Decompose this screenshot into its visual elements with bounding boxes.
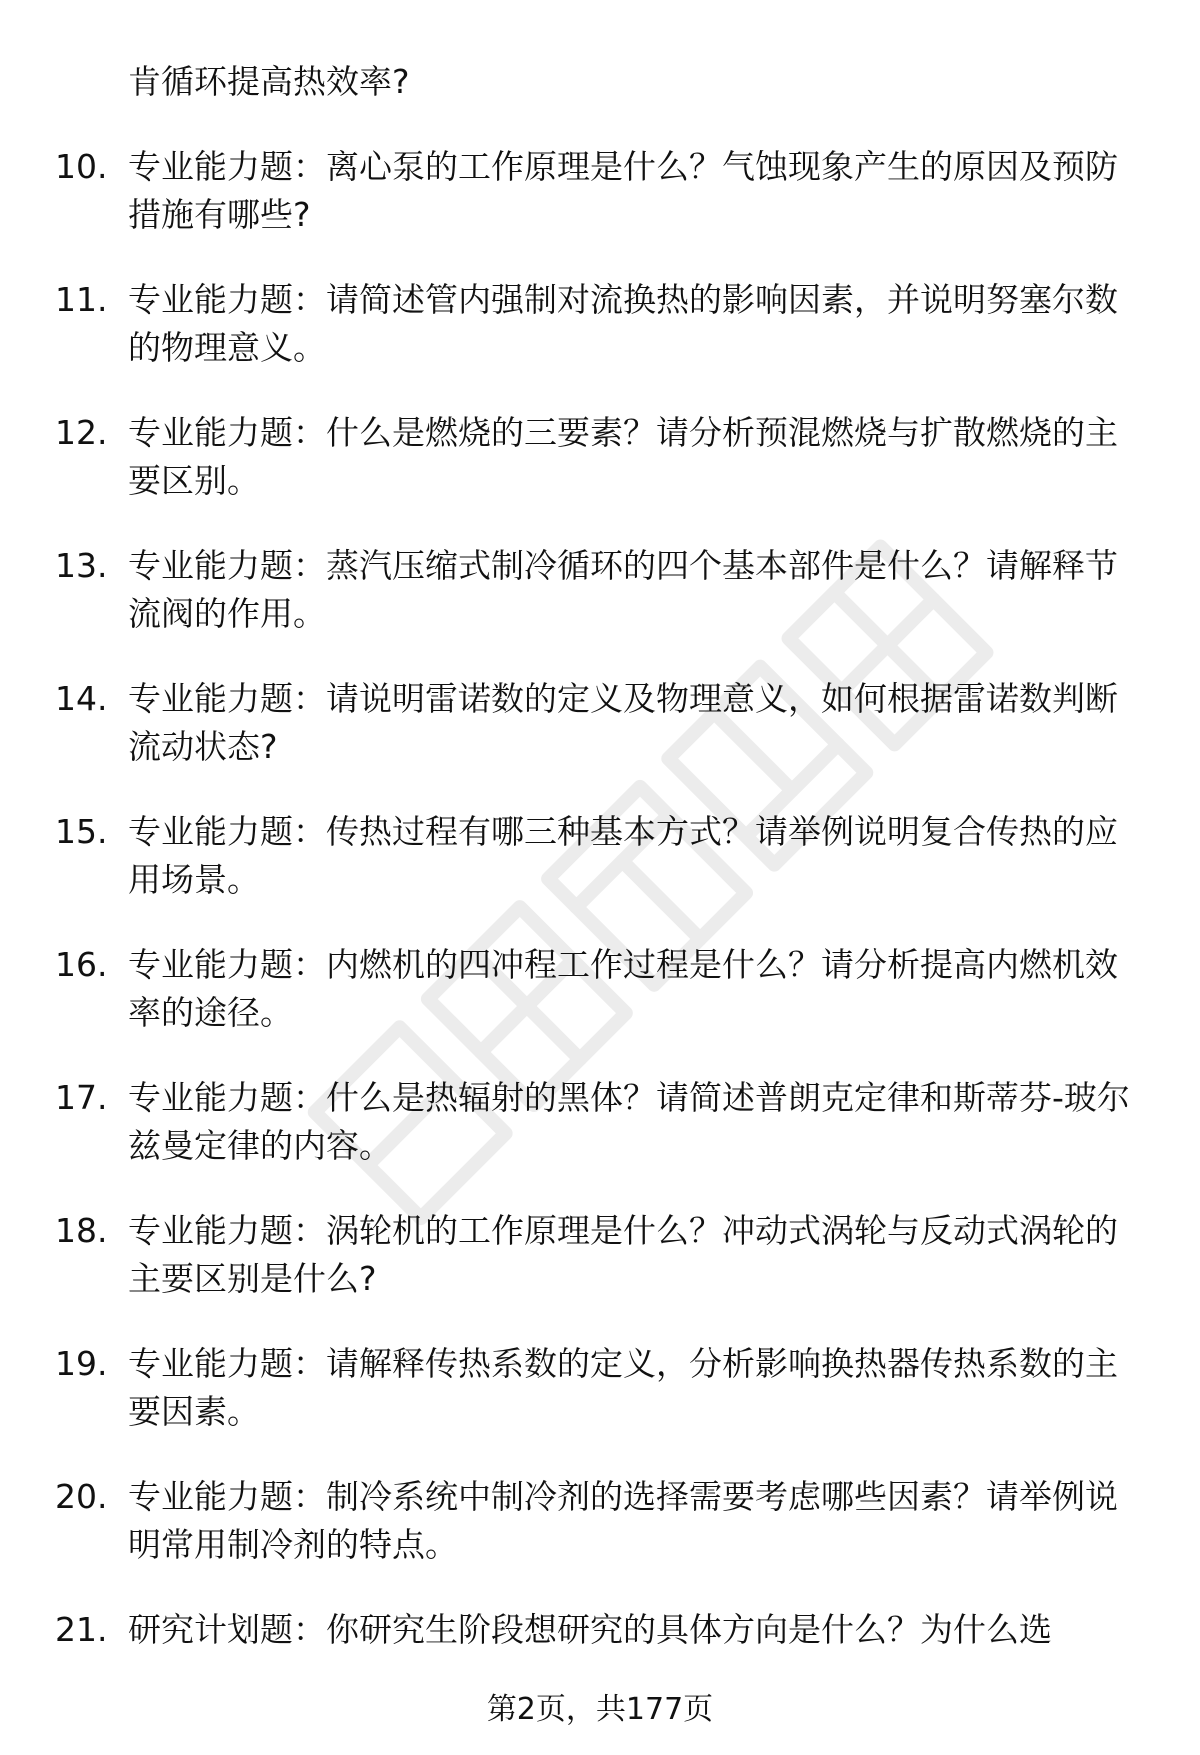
question-item (0, 143, 1200, 276)
question-text: 专业能力题：请解释传热系数的定义，分析影响换热器传热系数的主要因素。 (128, 1344, 1118, 1431)
question-item (0, 542, 1200, 675)
question-item (0, 675, 1200, 808)
question-item (0, 808, 1200, 941)
question-item (0, 276, 1200, 409)
question-number: 19. (55, 1344, 108, 1383)
continuation-text: 肯循环提高热效率? (128, 62, 410, 101)
question-number: 11. (55, 280, 108, 319)
question-item (0, 1340, 1200, 1473)
question-item (0, 1207, 1200, 1340)
question-number: 13. (55, 546, 108, 585)
question-text: 专业能力题：制冷系统中制冷剂的选择需要考虑哪些因素？请举例说明常用制冷剂的特点。 (128, 1477, 1118, 1564)
question-text: 研究计划题：你研究生阶段想研究的具体方向是什么？为什么选 (128, 1610, 1052, 1649)
question-text: 专业能力题：传热过程有哪三种基本方式？请举例说明复合传热的应用场景。 (128, 812, 1118, 899)
question-text: 专业能力题：内燃机的四冲程工作过程是什么？请分析提高内燃机效率的途径。 (128, 945, 1118, 1032)
question-number: 12. (55, 413, 108, 452)
question-text: 专业能力题：离心泵的工作原理是什么？气蚀现象产生的原因及预防措施有哪些? (128, 147, 1118, 234)
question-number: 21. (55, 1610, 108, 1649)
question-item (0, 409, 1200, 542)
page-footer: 第2页，共177页 (486, 1692, 714, 1727)
question-text: 专业能力题：请简述管内强制对流换热的影响因素，并说明努塞尔数的物理意义。 (128, 280, 1118, 367)
question-text: 专业能力题：什么是燃烧的三要素？请分析预混燃烧与扩散燃烧的主要区别。 (128, 413, 1118, 500)
question-text: 专业能力题：涡轮机的工作原理是什么？冲动式涡轮与反动式涡轮的主要区别是什么? (128, 1211, 1118, 1298)
question-number: 16. (55, 945, 108, 984)
question-text: 专业能力题：什么是热辐射的黑体？请简述普朗克定律和斯蒂芬-玻尔兹曼定律的内容。 (128, 1078, 1130, 1165)
question-number: 20. (55, 1477, 108, 1516)
question-text: 专业能力题：蒸汽压缩式制冷循环的四个基本部件是什么？请解释节流阀的作用。 (128, 546, 1118, 633)
question-number: 15. (55, 812, 108, 851)
question-number: 17. (55, 1078, 108, 1117)
question-item (0, 941, 1200, 1074)
question-number: 18. (55, 1211, 108, 1250)
question-number: 10. (55, 147, 108, 186)
question-text: 专业能力题：请说明雷诺数的定义及物理意义，如何根据雷诺数判断流动状态? (128, 679, 1118, 766)
question-item (0, 1473, 1200, 1606)
question-number: 14. (55, 679, 108, 718)
question-list (0, 143, 1200, 1739)
question-item (0, 1074, 1200, 1207)
